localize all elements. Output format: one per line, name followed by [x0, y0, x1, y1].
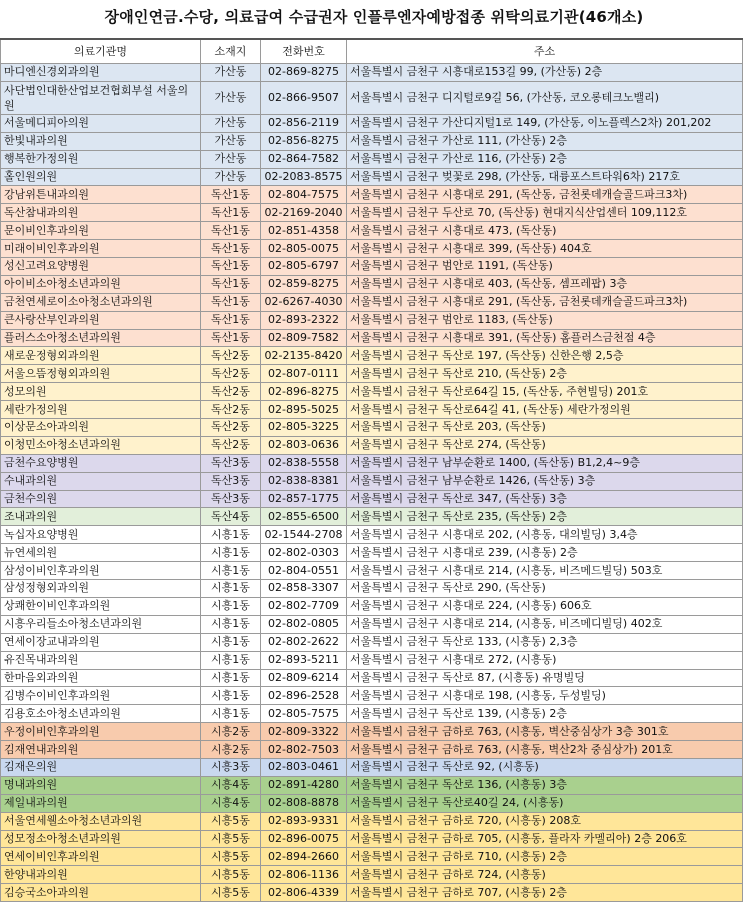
cell-phone: 02-809-3322: [261, 723, 347, 741]
table-row: [1, 758, 743, 776]
cell-address: 서울특별시 금천구 독산로40길 24, (시흥동): [347, 794, 743, 812]
cell-name: 독산참내과의원: [1, 204, 201, 222]
cell-phone: 02-896-2528: [261, 687, 347, 705]
cell-address: 서울특별시 금천구 디지털로9길 56, (가산동, 코오롱테크노밸리): [347, 81, 743, 114]
cell-address: 서울특별시 금천구 금하로 763, (시흥동, 벽산2차 중심상가) 201호: [347, 741, 743, 759]
cell-phone: 02-802-0303: [261, 544, 347, 562]
table-row: [1, 329, 743, 347]
cell-address: 서울특별시 금천구 독산로 290, (독산동): [347, 580, 743, 598]
table-row: [1, 347, 743, 365]
table-row: [1, 472, 743, 490]
cell-address: 서울특별시 금천구 독산로 210, (독산동) 2층: [347, 365, 743, 383]
cell-area: 독산4동: [201, 508, 261, 526]
cell-address: 서울특별시 금천구 시흥대로 403, (독산동, 셈프레팝) 3층: [347, 275, 743, 293]
cell-name: 금천연세로이소아청소년과의원: [1, 293, 201, 311]
header-name: 의료기관명: [1, 39, 201, 64]
table-row: [1, 204, 743, 222]
table-row: [1, 884, 743, 902]
cell-area: 시흥1동: [201, 669, 261, 687]
cell-name: 성신고려요양병원: [1, 258, 201, 276]
cell-name: 조내과의원: [1, 508, 201, 526]
cell-phone: 02-803-0636: [261, 436, 347, 454]
cell-area: 시흥5동: [201, 848, 261, 866]
cell-area: 시흥2동: [201, 723, 261, 741]
cell-phone: 02-855-6500: [261, 508, 347, 526]
cell-phone: 02-866-9507: [261, 81, 347, 114]
cell-area: 시흥5동: [201, 812, 261, 830]
cell-address: 서울특별시 금천구 시흥대로 224, (시흥동) 606호: [347, 597, 743, 615]
cell-area: 가산동: [201, 114, 261, 132]
cell-address: 서울특별시 금천구 독산로 87, (시흥동) 유명빌딩: [347, 669, 743, 687]
cell-address: 서울특별시 금천구 독산로64길 15, (독산동, 주현빌딩) 201호: [347, 383, 743, 401]
cell-area: 가산동: [201, 168, 261, 186]
cell-name: 뉴연세의원: [1, 544, 201, 562]
cell-address: 서울특별시 금천구 두산로 70, (독산동) 현대지식산업센터 109,112호: [347, 204, 743, 222]
cell-address: 서울특별시 금천구 가산디지털1로 149, (가산동, 이노플렉스2차) 201,202: [347, 114, 743, 132]
cell-phone: 02-802-2622: [261, 633, 347, 651]
cell-address: 서울특별시 금천구 시흥대로 391, (독산동) 홈플러스금천점 4층: [347, 329, 743, 347]
cell-name: 이청민소아청소년과의원: [1, 436, 201, 454]
header-phone: 전화번호: [261, 39, 347, 64]
table-row: [1, 615, 743, 633]
cell-address: 서울특별시 금천구 금하로 724, (시흥동): [347, 866, 743, 884]
table-row: [1, 544, 743, 562]
cell-name: 서울연세웰소아청소년과의원: [1, 812, 201, 830]
table-row: [1, 114, 743, 132]
cell-area: 독산2동: [201, 401, 261, 419]
cell-name: 수내과의원: [1, 472, 201, 490]
cell-address: 서울특별시 금천구 독산로 347, (독산동) 3층: [347, 490, 743, 508]
cell-area: 독산1동: [201, 275, 261, 293]
cell-address: 서울특별시 금천구 범안로 1191, (독산동): [347, 258, 743, 276]
cell-address: 서울특별시 금천구 금하로 710, (시흥동) 2층: [347, 848, 743, 866]
cell-area: 독산3동: [201, 454, 261, 472]
cell-phone: 02-808-8878: [261, 794, 347, 812]
cell-area: 시흥1동: [201, 687, 261, 705]
table-header-row: [1, 39, 743, 64]
cell-phone: 02-802-7503: [261, 741, 347, 759]
cell-address: 서울특별시 금천구 가산로 116, (가산동) 2층: [347, 150, 743, 168]
cell-area: 시흥1동: [201, 562, 261, 580]
cell-phone: 02-856-8275: [261, 132, 347, 150]
cell-address: 서울특별시 금천구 독산로 92, (시흥동): [347, 758, 743, 776]
cell-phone: 02-896-8275: [261, 383, 347, 401]
cell-area: 시흥1동: [201, 544, 261, 562]
cell-area: 독산2동: [201, 436, 261, 454]
cell-phone: 02-805-6797: [261, 258, 347, 276]
cell-area: 독산2동: [201, 383, 261, 401]
table-row: [1, 562, 743, 580]
cell-phone: 02-858-3307: [261, 580, 347, 598]
cell-area: 가산동: [201, 150, 261, 168]
cell-address: 서울특별시 금천구 독산로 197, (독산동) 신한은행 2,5층: [347, 347, 743, 365]
cell-area: 가산동: [201, 81, 261, 114]
table-row: [1, 275, 743, 293]
cell-phone: 02-895-5025: [261, 401, 347, 419]
table-row: [1, 776, 743, 794]
cell-area: 독산1동: [201, 258, 261, 276]
table-row: [1, 64, 743, 82]
page-title: 장애인연금.수당, 의료급여 수급권자 인플루엔자예방접종 위탁의료기관(46개소): [104, 8, 644, 26]
table-row: [1, 812, 743, 830]
header-area: 소재지: [201, 39, 261, 64]
table-row: [1, 633, 743, 651]
cell-name: 유진목내과의원: [1, 651, 201, 669]
cell-area: 시흥1동: [201, 705, 261, 723]
cell-phone: 02-838-8381: [261, 472, 347, 490]
cell-area: 가산동: [201, 132, 261, 150]
cell-name: 새로운정형외과의원: [1, 347, 201, 365]
table-row: [1, 794, 743, 812]
cell-phone: 02-809-7582: [261, 329, 347, 347]
cell-area: 시흥1동: [201, 597, 261, 615]
cell-name: 김재은의원: [1, 758, 201, 776]
cell-name: 행복한가정의원: [1, 150, 201, 168]
cell-address: 서울특별시 금천구 시흥대로 202, (시흥동, 대의빌딩) 3,4층: [347, 526, 743, 544]
cell-address: 서울특별시 금천구 금하로 720, (시흥동) 208호: [347, 812, 743, 830]
cell-name: 삼성정형외과의원: [1, 580, 201, 598]
cell-phone: 02-893-5211: [261, 651, 347, 669]
cell-area: 시흥5동: [201, 830, 261, 848]
cell-address: 서울특별시 금천구 독산로 235, (독산동) 2층: [347, 508, 743, 526]
table-row: [1, 741, 743, 759]
cell-area: 독산1동: [201, 240, 261, 258]
cell-name: 한마음외과의원: [1, 669, 201, 687]
cell-phone: 02-807-0111: [261, 365, 347, 383]
cell-address: 서울특별시 금천구 남부순환로 1400, (독산동) B1,2,4~9층: [347, 454, 743, 472]
cell-phone: 02-804-0551: [261, 562, 347, 580]
cell-address: 서울특별시 금천구 독산로 136, (시흥동) 3층: [347, 776, 743, 794]
table-row: [1, 597, 743, 615]
table-row: [1, 222, 743, 240]
cell-name: 서울으뜸정형외과의원: [1, 365, 201, 383]
cell-phone: 02-893-2322: [261, 311, 347, 329]
cell-address: 서울특별시 금천구 독산로 203, (독산동): [347, 419, 743, 437]
cell-name: 홀인원의원: [1, 168, 201, 186]
cell-area: 시흥4동: [201, 776, 261, 794]
table-row: [1, 580, 743, 598]
cell-phone: 02-894-2660: [261, 848, 347, 866]
cell-area: 가산동: [201, 64, 261, 82]
table-row: [1, 436, 743, 454]
cell-address: 서울특별시 금천구 독산로 139, (시흥동) 2층: [347, 705, 743, 723]
cell-name: 한빛내과의원: [1, 132, 201, 150]
table-row: [1, 132, 743, 150]
cell-address: 서울특별시 금천구 독산로 274, (독산동): [347, 436, 743, 454]
cell-address: 서울특별시 금천구 금하로 707, (시흥동) 2층: [347, 884, 743, 902]
cell-area: 시흥1동: [201, 615, 261, 633]
table-row: [1, 365, 743, 383]
cell-phone: 02-891-4280: [261, 776, 347, 794]
cell-name: 큰사랑산부인과의원: [1, 311, 201, 329]
cell-name: 우정이비인후과의원: [1, 723, 201, 741]
cell-name: 시흥우리들소아청소년과의원: [1, 615, 201, 633]
cell-area: 시흥2동: [201, 741, 261, 759]
clinic-table: [0, 38, 743, 902]
cell-name: 사단법인대한산업보건협회부설 서울의원: [1, 81, 201, 114]
cell-area: 시흥1동: [201, 580, 261, 598]
table-row: [1, 258, 743, 276]
cell-address: 서울특별시 금천구 시흥대로 473, (독산동): [347, 222, 743, 240]
cell-area: 독산2동: [201, 365, 261, 383]
cell-area: 독산1동: [201, 222, 261, 240]
table-row: [1, 490, 743, 508]
header-address: 주소: [347, 39, 743, 64]
cell-phone: 02-864-7582: [261, 150, 347, 168]
cell-name: 미래이비인후과의원: [1, 240, 201, 258]
cell-phone: 02-805-7575: [261, 705, 347, 723]
cell-name: 김병수이비인후과의원: [1, 687, 201, 705]
cell-name: 연세이장교내과의원: [1, 633, 201, 651]
cell-name: 한양내과의원: [1, 866, 201, 884]
table-row: [1, 723, 743, 741]
table-row: [1, 687, 743, 705]
cell-phone: 02-809-6214: [261, 669, 347, 687]
cell-name: 금천수요양병원: [1, 454, 201, 472]
cell-phone: 02-1544-2708: [261, 526, 347, 544]
cell-area: 독산3동: [201, 472, 261, 490]
cell-address: 서울특별시 금천구 시흥대로 399, (독산동) 404호: [347, 240, 743, 258]
cell-area: 시흥5동: [201, 884, 261, 902]
cell-address: 서울특별시 금천구 시흥대로153길 99, (가산동) 2층: [347, 64, 743, 82]
cell-address: 서울특별시 금천구 시흥대로 272, (시흥동): [347, 651, 743, 669]
cell-name: 문이비인후과의원: [1, 222, 201, 240]
cell-name: 세란가정의원: [1, 401, 201, 419]
cell-area: 시흥4동: [201, 794, 261, 812]
cell-name: 연세이비인후과의원: [1, 848, 201, 866]
cell-name: 마디엔신경외과의원: [1, 64, 201, 82]
cell-address: 서울특별시 금천구 독산로 133, (시흥동) 2,3층: [347, 633, 743, 651]
table-row: [1, 150, 743, 168]
table-row: [1, 669, 743, 687]
cell-address: 서울특별시 금천구 남부순환로 1426, (독산동) 3층: [347, 472, 743, 490]
cell-phone: 02-2083-8575: [261, 168, 347, 186]
cell-address: 서울특별시 금천구 시흥대로 214, (시흥동, 비즈메디빌딩) 402호: [347, 615, 743, 633]
table-row: [1, 293, 743, 311]
cell-phone: 02-802-7709: [261, 597, 347, 615]
cell-address: 서울특별시 금천구 시흥대로 291, (독산동, 금천롯데캐슬골드파크3차): [347, 186, 743, 204]
cell-phone: 02-859-8275: [261, 275, 347, 293]
cell-phone: 02-806-1136: [261, 866, 347, 884]
cell-name: 김재연내과의원: [1, 741, 201, 759]
cell-name: 제일내과의원: [1, 794, 201, 812]
cell-address: 서울특별시 금천구 시흥대로 291, (독산동, 금천롯데캐슬골드파크3차): [347, 293, 743, 311]
cell-phone: 02-805-0075: [261, 240, 347, 258]
table-row: [1, 168, 743, 186]
table-row: [1, 866, 743, 884]
cell-phone: 02-802-0805: [261, 615, 347, 633]
cell-name: 금천수의원: [1, 490, 201, 508]
cell-phone: 02-838-5558: [261, 454, 347, 472]
table-row: [1, 186, 743, 204]
cell-phone: 02-2135-8420: [261, 347, 347, 365]
table-row: [1, 81, 743, 114]
table-row: [1, 311, 743, 329]
cell-name: 명내과의원: [1, 776, 201, 794]
cell-address: 서울특별시 금천구 시흥대로 214, (시흥동, 비즈메드빌딩) 503호: [347, 562, 743, 580]
cell-phone: 02-856-2119: [261, 114, 347, 132]
cell-phone: 02-896-0075: [261, 830, 347, 848]
cell-name: 이상문소아과의원: [1, 419, 201, 437]
cell-phone: 02-806-4339: [261, 884, 347, 902]
cell-area: 독산1동: [201, 204, 261, 222]
table-row: [1, 419, 743, 437]
cell-address: 서울특별시 금천구 금하로 705, (시흥동, 플라자 카멜리아) 2층 206호: [347, 830, 743, 848]
cell-phone: 02-857-1775: [261, 490, 347, 508]
cell-phone: 02-2169-2040: [261, 204, 347, 222]
table-body: [1, 64, 743, 902]
cell-area: 독산2동: [201, 419, 261, 437]
table-row: [1, 454, 743, 472]
cell-name: 아이비소아청소년과의원: [1, 275, 201, 293]
cell-name: 녹십자요양병원: [1, 526, 201, 544]
cell-area: 독산1동: [201, 329, 261, 347]
table-row: [1, 526, 743, 544]
cell-address: 서울특별시 금천구 독산로64길 41, (독산동) 세란가정의원: [347, 401, 743, 419]
cell-address: 서울특별시 금천구 시흥대로 239, (시흥동) 2층: [347, 544, 743, 562]
cell-phone: 02-6267-4030: [261, 293, 347, 311]
cell-address: 서울특별시 금천구 벚꽃로 298, (가산동, 대륭포스트타워6차) 217호: [347, 168, 743, 186]
cell-name: 서울메디피아의원: [1, 114, 201, 132]
cell-address: 서울특별시 금천구 가산로 111, (가산동) 2층: [347, 132, 743, 150]
cell-name: 성모의원: [1, 383, 201, 401]
table-row: [1, 651, 743, 669]
cell-name: 김용호소아청소년과의원: [1, 705, 201, 723]
cell-area: 독산1동: [201, 186, 261, 204]
cell-phone: 02-893-9331: [261, 812, 347, 830]
table-row: [1, 508, 743, 526]
cell-name: 김승국소아과의원: [1, 884, 201, 902]
table-row: [1, 830, 743, 848]
cell-area: 시흥1동: [201, 633, 261, 651]
cell-area: 독산1동: [201, 311, 261, 329]
cell-name: 삼성이비인후과의원: [1, 562, 201, 580]
table-row: [1, 383, 743, 401]
table-row: [1, 848, 743, 866]
cell-area: 시흥1동: [201, 651, 261, 669]
cell-phone: 02-869-8275: [261, 64, 347, 82]
cell-area: 시흥5동: [201, 866, 261, 884]
cell-address: 서울특별시 금천구 금하로 763, (시흥동, 벽산중심상가 3층 301호: [347, 723, 743, 741]
cell-area: 시흥1동: [201, 526, 261, 544]
cell-name: 강남위튼내과의원: [1, 186, 201, 204]
cell-phone: 02-804-7575: [261, 186, 347, 204]
cell-area: 독산2동: [201, 347, 261, 365]
cell-area: 독산3동: [201, 490, 261, 508]
cell-name: 상쾌한이비인후과의원: [1, 597, 201, 615]
cell-phone: 02-851-4358: [261, 222, 347, 240]
table-row: [1, 401, 743, 419]
cell-phone: 02-803-0461: [261, 758, 347, 776]
cell-area: 독산1동: [201, 293, 261, 311]
cell-address: 서울특별시 금천구 범안로 1183, (독산동): [347, 311, 743, 329]
cell-area: 시흥3동: [201, 758, 261, 776]
cell-address: 서울특별시 금천구 시흥대로 198, (시흥동, 두성빌딩): [347, 687, 743, 705]
cell-phone: 02-805-3225: [261, 419, 347, 437]
cell-name: 플러스소아청소년과의원: [1, 329, 201, 347]
cell-name: 성모정소아청소년과의원: [1, 830, 201, 848]
table-row: [1, 705, 743, 723]
table-row: [1, 240, 743, 258]
